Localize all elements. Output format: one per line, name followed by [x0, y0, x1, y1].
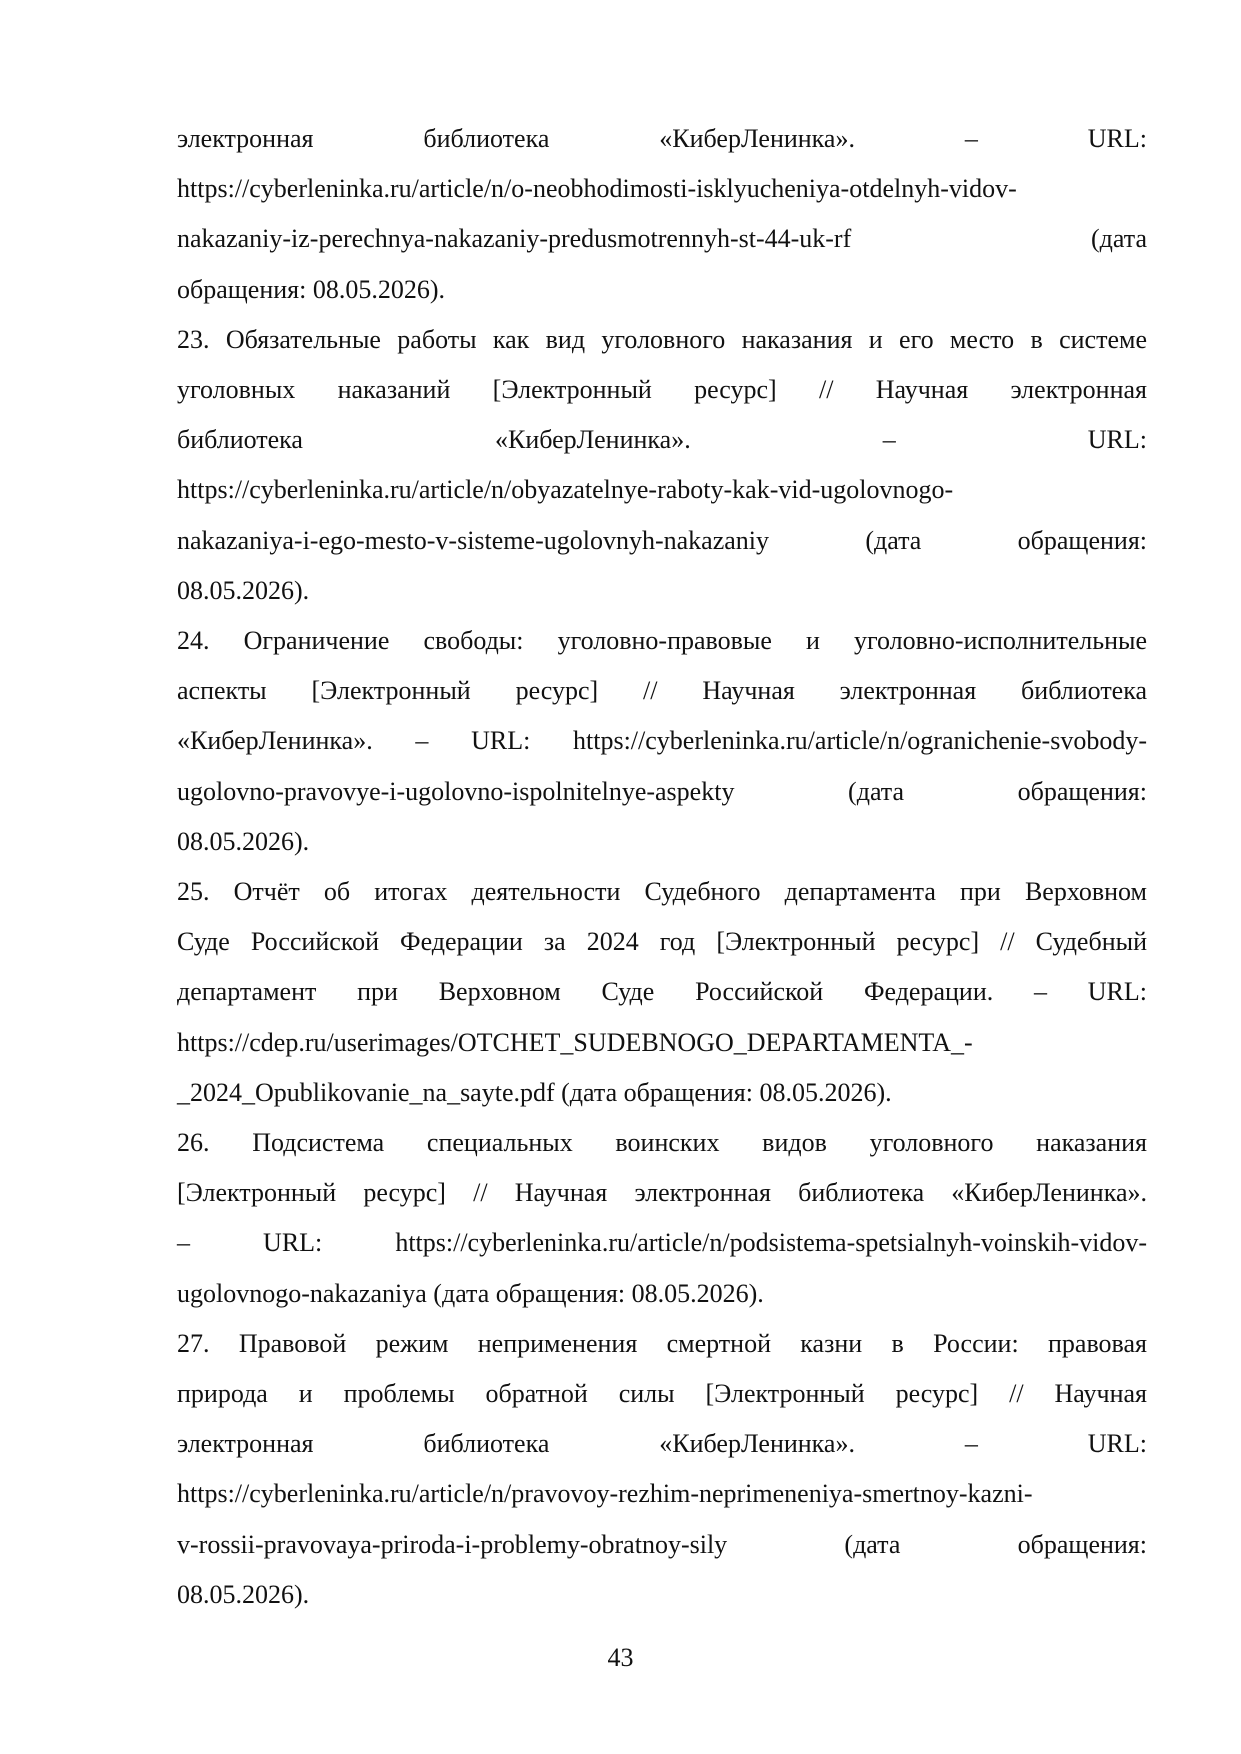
- reference-line: 08.05.2026).: [177, 575, 310, 605]
- reference-line: 26. Подсистема специальных воинских видов уголовного наказания: [177, 1128, 1147, 1158]
- reference-line: nakazaniya-i-ego-mesto-v-sisteme-ugolovnyh-nakazaniy (дата обращения:: [177, 525, 1147, 555]
- reference-line: ugolovno-pravovye-i-ugolovno-ispolnitelnye-aspekty (дата обращения:: [177, 776, 1147, 806]
- reference-entry: [177, 315, 1147, 616]
- reference-line: электронная библиотека «КиберЛенинка». – URL:: [177, 1429, 1147, 1459]
- reference-line: [Электронный ресурс] // Научная электронная библиотека «КиберЛенинка».: [177, 1178, 1147, 1208]
- reference-line: https://cyberleninka.ru/article/n/obyazatelnye-raboty-kak-vid-ugolovnogo-: [177, 475, 954, 505]
- reference-entry: [177, 616, 1147, 867]
- reference-line: аспекты [Электронный ресурс] // Научная электронная библиотека: [177, 676, 1147, 706]
- reference-line: электронная библиотека «КиберЛенинка». – URL:: [177, 124, 1147, 153]
- reference-entry: [177, 114, 1147, 315]
- reference-line: nakazaniy-iz-perechnya-nakazaniy-predusmotrennyh-st-44-uk-rf (дата: [177, 224, 1147, 254]
- reference-line: природа и проблемы обратной силы [Электронный ресурс] // Научная: [177, 1379, 1147, 1409]
- reference-line: «КиберЛенинка». – URL: https://cyberleninka.ru/article/n/ogranichenie-svobody-: [177, 726, 1147, 756]
- reference-line: v-rossii-pravovaya-priroda-i-problemy-obratnoy-sily (дата обращения:: [177, 1529, 1147, 1559]
- reference-line: 08.05.2026).: [177, 826, 310, 856]
- reference-line: https://cyberleninka.ru/article/n/pravovoy-rezhim-neprimeneniya-smertnoy-kazni-: [177, 1479, 1033, 1509]
- reference-line: библиотека «КиберЛенинка». – URL:: [177, 425, 1147, 455]
- reference-line: 23. Обязательные работы как вид уголовного наказания и его место в системе: [177, 324, 1147, 354]
- page-number: 43: [607, 1643, 634, 1672]
- reference-line: https://cyberleninka.ru/article/n/o-neobhodimosti-isklyucheniya-otdelnyh-vidov-: [177, 174, 1017, 204]
- reference-line: _2024_Opublikovanie_na_sayte.pdf (дата обращения: 08.05.2026).: [177, 1077, 892, 1107]
- bibliography-list: [177, 114, 1147, 1620]
- reference-entry: [177, 867, 1147, 1118]
- reference-line: 25. Отчёт об итогах деятельности Судебного департамента при Верховном: [177, 877, 1147, 907]
- reference-line: уголовных наказаний [Электронный ресурс] // Научная электронная: [177, 375, 1147, 405]
- reference-entry: [177, 1319, 1147, 1620]
- reference-line: Суде Российской Федерации за 2024 год [Электронный ресурс] // Судебный: [177, 927, 1147, 957]
- reference-line: 24. Ограничение свободы: уголовно-правовые и уголовно-исполнительные: [177, 626, 1147, 656]
- reference-line: департамент при Верховном Суде Российской Федерации. – URL:: [177, 977, 1147, 1007]
- reference-line: ugolovnogo-nakazaniya (дата обращения: 08.05.2026).: [177, 1278, 764, 1308]
- reference-line: 27. Правовой режим неприменения смертной казни в России: правовая: [177, 1328, 1147, 1358]
- reference-line: – URL: https://cyberleninka.ru/article/n/podsistema-spetsialnyh-voinskih-vidov-: [177, 1228, 1147, 1258]
- reference-line: обращения: 08.05.2026).: [177, 274, 445, 304]
- reference-entry: [177, 1118, 1147, 1319]
- reference-line: https://cdep.ru/userimages/OTCHET_SUDEBNOGO_DEPARTAMENTA_-: [177, 1027, 973, 1057]
- reference-line: 08.05.2026).: [177, 1579, 310, 1609]
